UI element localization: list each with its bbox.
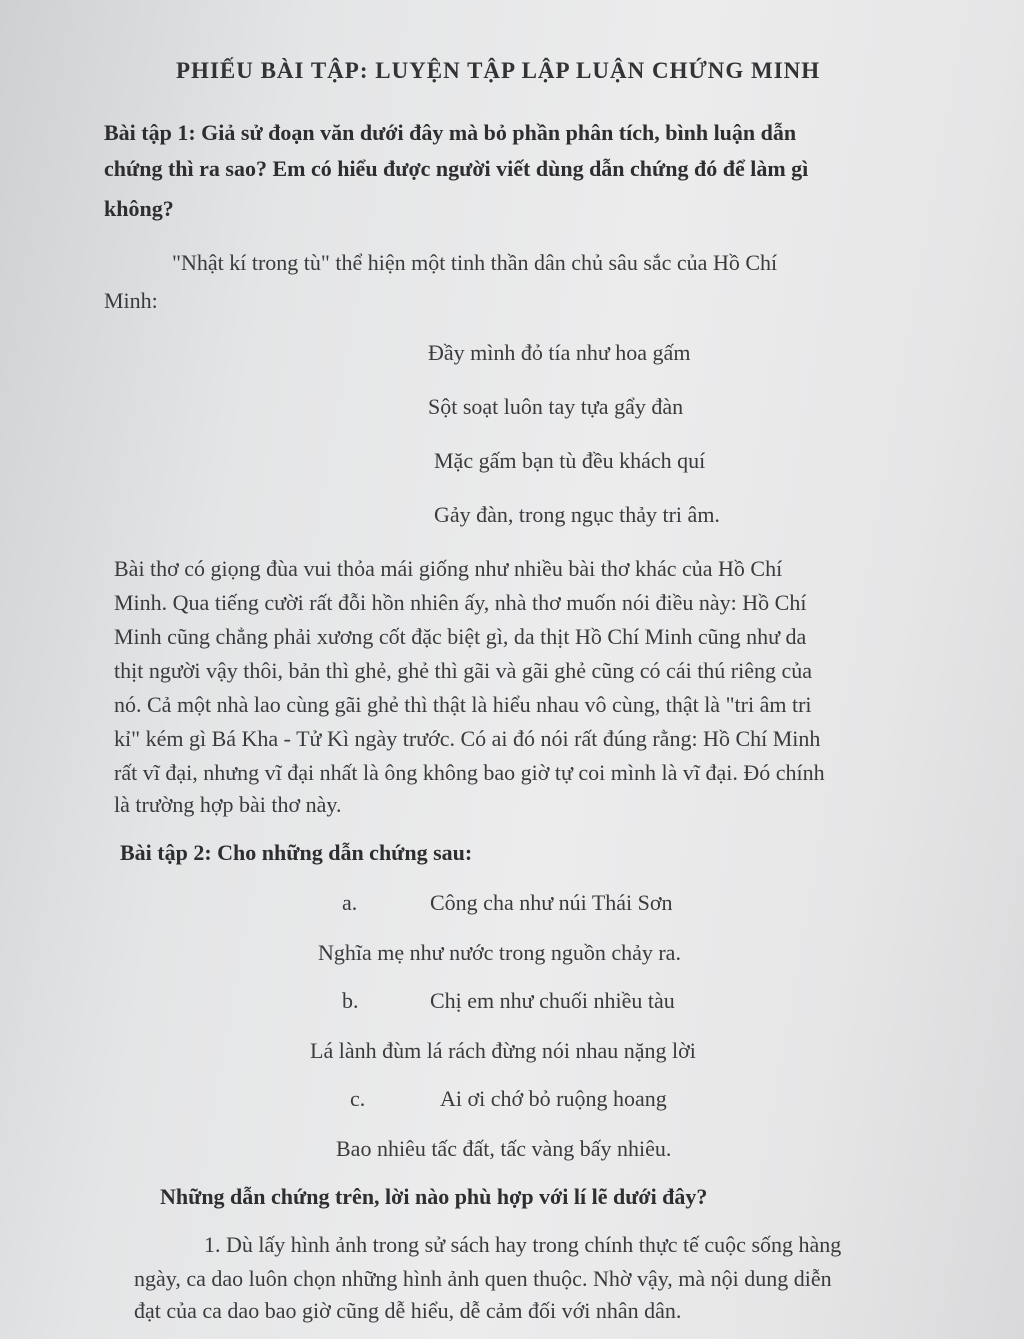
worksheet-title: PHIẾU BÀI TẬP: LUYỆN TẬP LẬP LUẬN CHỨNG MINH bbox=[176, 58, 821, 83]
reason-line-2: ngày, ca dao luôn chọn những hình ảnh quen thuộc. Nhờ vậy, mà nội dung diễn bbox=[134, 1266, 832, 1291]
item-a-line-2: Nghĩa mẹ như nước trong nguồn chảy ra. bbox=[318, 940, 681, 965]
paragraph-line-3: Minh cũng chẳng phải xương cốt đặc biệt gì, da thịt Hồ Chí Minh cũng như da bbox=[114, 624, 807, 649]
item-b-line-1: Chị em như chuối nhiều tàu bbox=[430, 988, 675, 1013]
poem-line-3: Mặc gấm bạn tù đều khách quí bbox=[434, 448, 706, 473]
ex1-intro-line-2: Minh: bbox=[104, 288, 158, 313]
poem-line-2: Sột soạt luôn tay tựa gẩy đàn bbox=[428, 394, 684, 419]
ex2-heading: Bài tập 2: Cho những dẫn chứng sau: bbox=[120, 840, 473, 865]
paragraph-line-1: Bài thơ có giọng đùa vui thỏa mái giống như nhiều bài thơ khác của Hồ Chí bbox=[114, 556, 783, 581]
ex2-question: Những dẫn chứng trên, lời nào phù hợp với lí lẽ dưới đây? bbox=[160, 1184, 708, 1209]
poem-line-4: Gảy đàn, trong ngục thảy tri âm. bbox=[434, 502, 720, 527]
paragraph-line-2: Minh. Qua tiếng cười rất đỗi hồn nhiên ấy, nhà thơ muốn nói điều này: Hồ Chí bbox=[114, 590, 807, 615]
ex1-intro-line-1: "Nhật kí trong tù" thể hiện một tinh thần dân chủ sâu sắc của Hồ Chí bbox=[172, 250, 778, 275]
paragraph-line-5: nó. Cả một nhà lao cùng gãi ghẻ thì thật là hiểu nhau vô cùng, thật là "tri âm tri bbox=[114, 692, 812, 717]
item-c-line-1: Ai ơi chớ bỏ ruộng hoang bbox=[440, 1086, 667, 1111]
ex1-question-line-1: Bài tập 1: Giả sử đoạn văn dưới đây mà bỏ phần phân tích, bình luận dẫn bbox=[104, 120, 797, 145]
item-a-line-1: Công cha như núi Thái Sơn bbox=[430, 890, 673, 915]
paragraph-line-8: là trường hợp bài thơ này. bbox=[114, 792, 342, 817]
ex1-question-line-2: chứng thì ra sao? Em có hiểu được người viết dùng dẫn chứng đó để làm gì bbox=[104, 156, 809, 181]
ex1-question-line-3: không? bbox=[104, 196, 174, 221]
reason-line-1: 1. Dù lấy hình ảnh trong sử sách hay trong chính thực tế cuộc sống hàng bbox=[204, 1232, 842, 1257]
item-c-line-2: Bao nhiêu tấc đất, tấc vàng bấy nhiêu. bbox=[336, 1136, 672, 1161]
item-b-line-2: Lá lành đùm lá rách đừng nói nhau nặng lời bbox=[310, 1038, 696, 1063]
paragraph-line-6: kỉ" kém gì Bá Kha - Tử Kì ngày trước. Có ai đó nói rất đúng rằng: Hồ Chí Minh bbox=[114, 726, 821, 751]
item-a-marker: a. bbox=[342, 890, 358, 915]
item-b-marker: b. bbox=[342, 988, 359, 1013]
paragraph-line-4: thịt người vậy thôi, bản thì ghẻ, ghẻ thì gãi và gãi ghẻ cũng có cái thú riêng của bbox=[114, 658, 813, 683]
paragraph-line-7: rất vĩ đại, nhưng vĩ đại nhất là ông không bao giờ tự coi mình là vĩ đại. Đó chính bbox=[114, 760, 825, 785]
reason-line-3: đạt của ca dao bao giờ cũng dễ hiểu, dễ cảm đối với nhân dân. bbox=[134, 1298, 682, 1323]
item-c-marker: c. bbox=[350, 1086, 366, 1111]
poem-line-1: Đầy mình đỏ tía như hoa gấm bbox=[428, 340, 691, 365]
